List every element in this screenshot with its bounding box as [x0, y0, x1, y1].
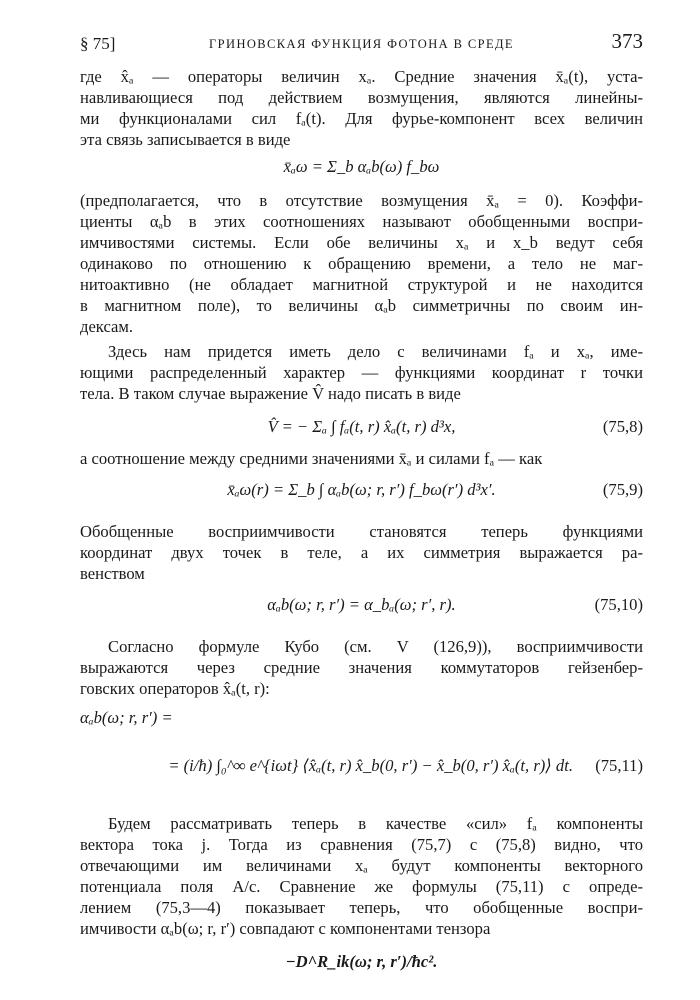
text-line: Будем рассматривать теперь в качестве «сил» fₐ компоненты	[108, 814, 643, 833]
equation-75-11-lhs	[80, 701, 643, 735]
equation-1	[80, 150, 643, 184]
paragraph-1	[80, 66, 643, 150]
equation-number: (75,10)	[594, 595, 643, 614]
equation-expression: αₐb(ω; r, r′) = α_bₐ(ω; r′, r).	[267, 595, 456, 614]
equation-final	[80, 945, 643, 979]
equation-75-9	[80, 473, 643, 507]
text-line: говских операторов x̂ₐ(t, r):	[80, 679, 270, 698]
text-line: отвечающими им величинами xₐ будут компоненты векторного	[80, 856, 643, 875]
text-line: вектора тока j. Тогда из сравнения (75,7) с (75,8) видно, что	[80, 835, 643, 854]
equation-expression: V̂ = − Σₐ ∫ fₐ(t, r) x̂ₐ(t, r) d³x,	[267, 417, 456, 436]
text-line: одинаково по отношению к обращению времени, а тело не маг-	[80, 254, 643, 273]
text-line: (предполагается, что в отсутствие возмущения x̄ₐ = 0). Коэффи-	[80, 191, 643, 210]
equation-lhs: αₐb(ω; r, r′) =	[80, 708, 173, 727]
paragraph-5	[80, 521, 643, 584]
paragraph-2	[80, 190, 643, 337]
text-line: ми функционалами сил fₐ(t). Для фурье-компонент всех величин	[80, 109, 643, 128]
text-line: нитоактивно (не обладает магнитной структурой и не находится	[80, 275, 643, 294]
equation-expression: −D^R_ik(ω; r, r′)/ħc².	[285, 952, 438, 971]
paragraph-4	[80, 448, 643, 469]
text-line: тела. В таком случае выражение V̂ надо писать в виде	[80, 384, 461, 403]
equation-expression: x̄ₐω(r) = Σ_b ∫ αₐb(ω; r, r′) f_bω(r′) d³x′.	[227, 480, 496, 499]
equation-75-10	[80, 588, 643, 622]
paragraph-7	[80, 813, 643, 939]
text-line: Здесь нам придется иметь дело с величинами fₐ и xₐ, име-	[108, 342, 643, 361]
text-line: а соотношение между средними значениями x̄ₐ и силами fₐ — как	[80, 449, 543, 468]
equation-number: (75,8)	[602, 417, 643, 436]
running-title: ГРИНОВСКАЯ ФУНКЦИЯ ФОТОНА В СРЕДЕ	[209, 37, 514, 51]
text-line: венством	[80, 564, 145, 583]
equation-number: (75,9)	[602, 480, 643, 499]
text-line: координат двух точек в теле, а их симметрия выражается ра-	[80, 543, 643, 562]
paragraph-6	[80, 636, 643, 699]
text-line: лением (75,3—4) показывает теперь, что обобщенные воспри-	[80, 898, 643, 917]
page-body	[80, 66, 643, 979]
text-line: ющими распределенный характер — функциями координат r точки	[80, 363, 643, 382]
equation-expression: = (i/ħ) ∫₀^∞ e^{iωt} ⟨x̂ₐ(t, r) x̂_b(0, r′) − x̂_b(0, r′) x̂ₐ(t, r)⟩ dt.	[168, 756, 573, 775]
text-line: эта связь записывается в виде	[80, 130, 291, 149]
text-line: имчивости αₐb(ω; r, r′) совпадают с компонентами тензора	[80, 919, 491, 938]
equation-expression: x̄ₐω = Σ_b αₐb(ω) f_bω	[283, 157, 440, 176]
text-line: имчивостями системы. Если обе величины xₐ и x_b ведут себя	[80, 233, 643, 252]
page-number: 373	[611, 29, 643, 53]
text-line: Согласно формуле Кубо (см. V (126,9)), восприимчивости	[108, 637, 643, 656]
running-header	[80, 26, 643, 58]
text-line: дексам.	[80, 317, 134, 336]
text-line: навливающиеся под действием возмущения, являются линейны-	[80, 88, 643, 107]
equation-number: (75,11)	[595, 756, 643, 775]
equation-75-8	[80, 410, 643, 444]
section-marker: § 75]	[80, 34, 116, 53]
text-line: потенциала поля A/c. Сравнение же формулы (75,11) с опреде-	[80, 877, 643, 896]
text-line: циенты αₐb в этих соотношениях называют обобщенными воспри-	[80, 212, 643, 231]
text-line: где x̂ₐ — операторы величин xₐ. Средние значения x̄ₐ(t), уста-	[80, 67, 643, 86]
text-line: выражаются через средние значения коммутаторов гейзенбер-	[80, 658, 643, 677]
equation-75-11	[80, 735, 643, 797]
paragraph-3	[80, 341, 643, 404]
text-line: в магнитном поле), то величины αₐb симметричны по своим ин-	[80, 296, 643, 315]
text-line: Обобщенные восприимчивости становятся теперь функциями	[80, 522, 643, 541]
